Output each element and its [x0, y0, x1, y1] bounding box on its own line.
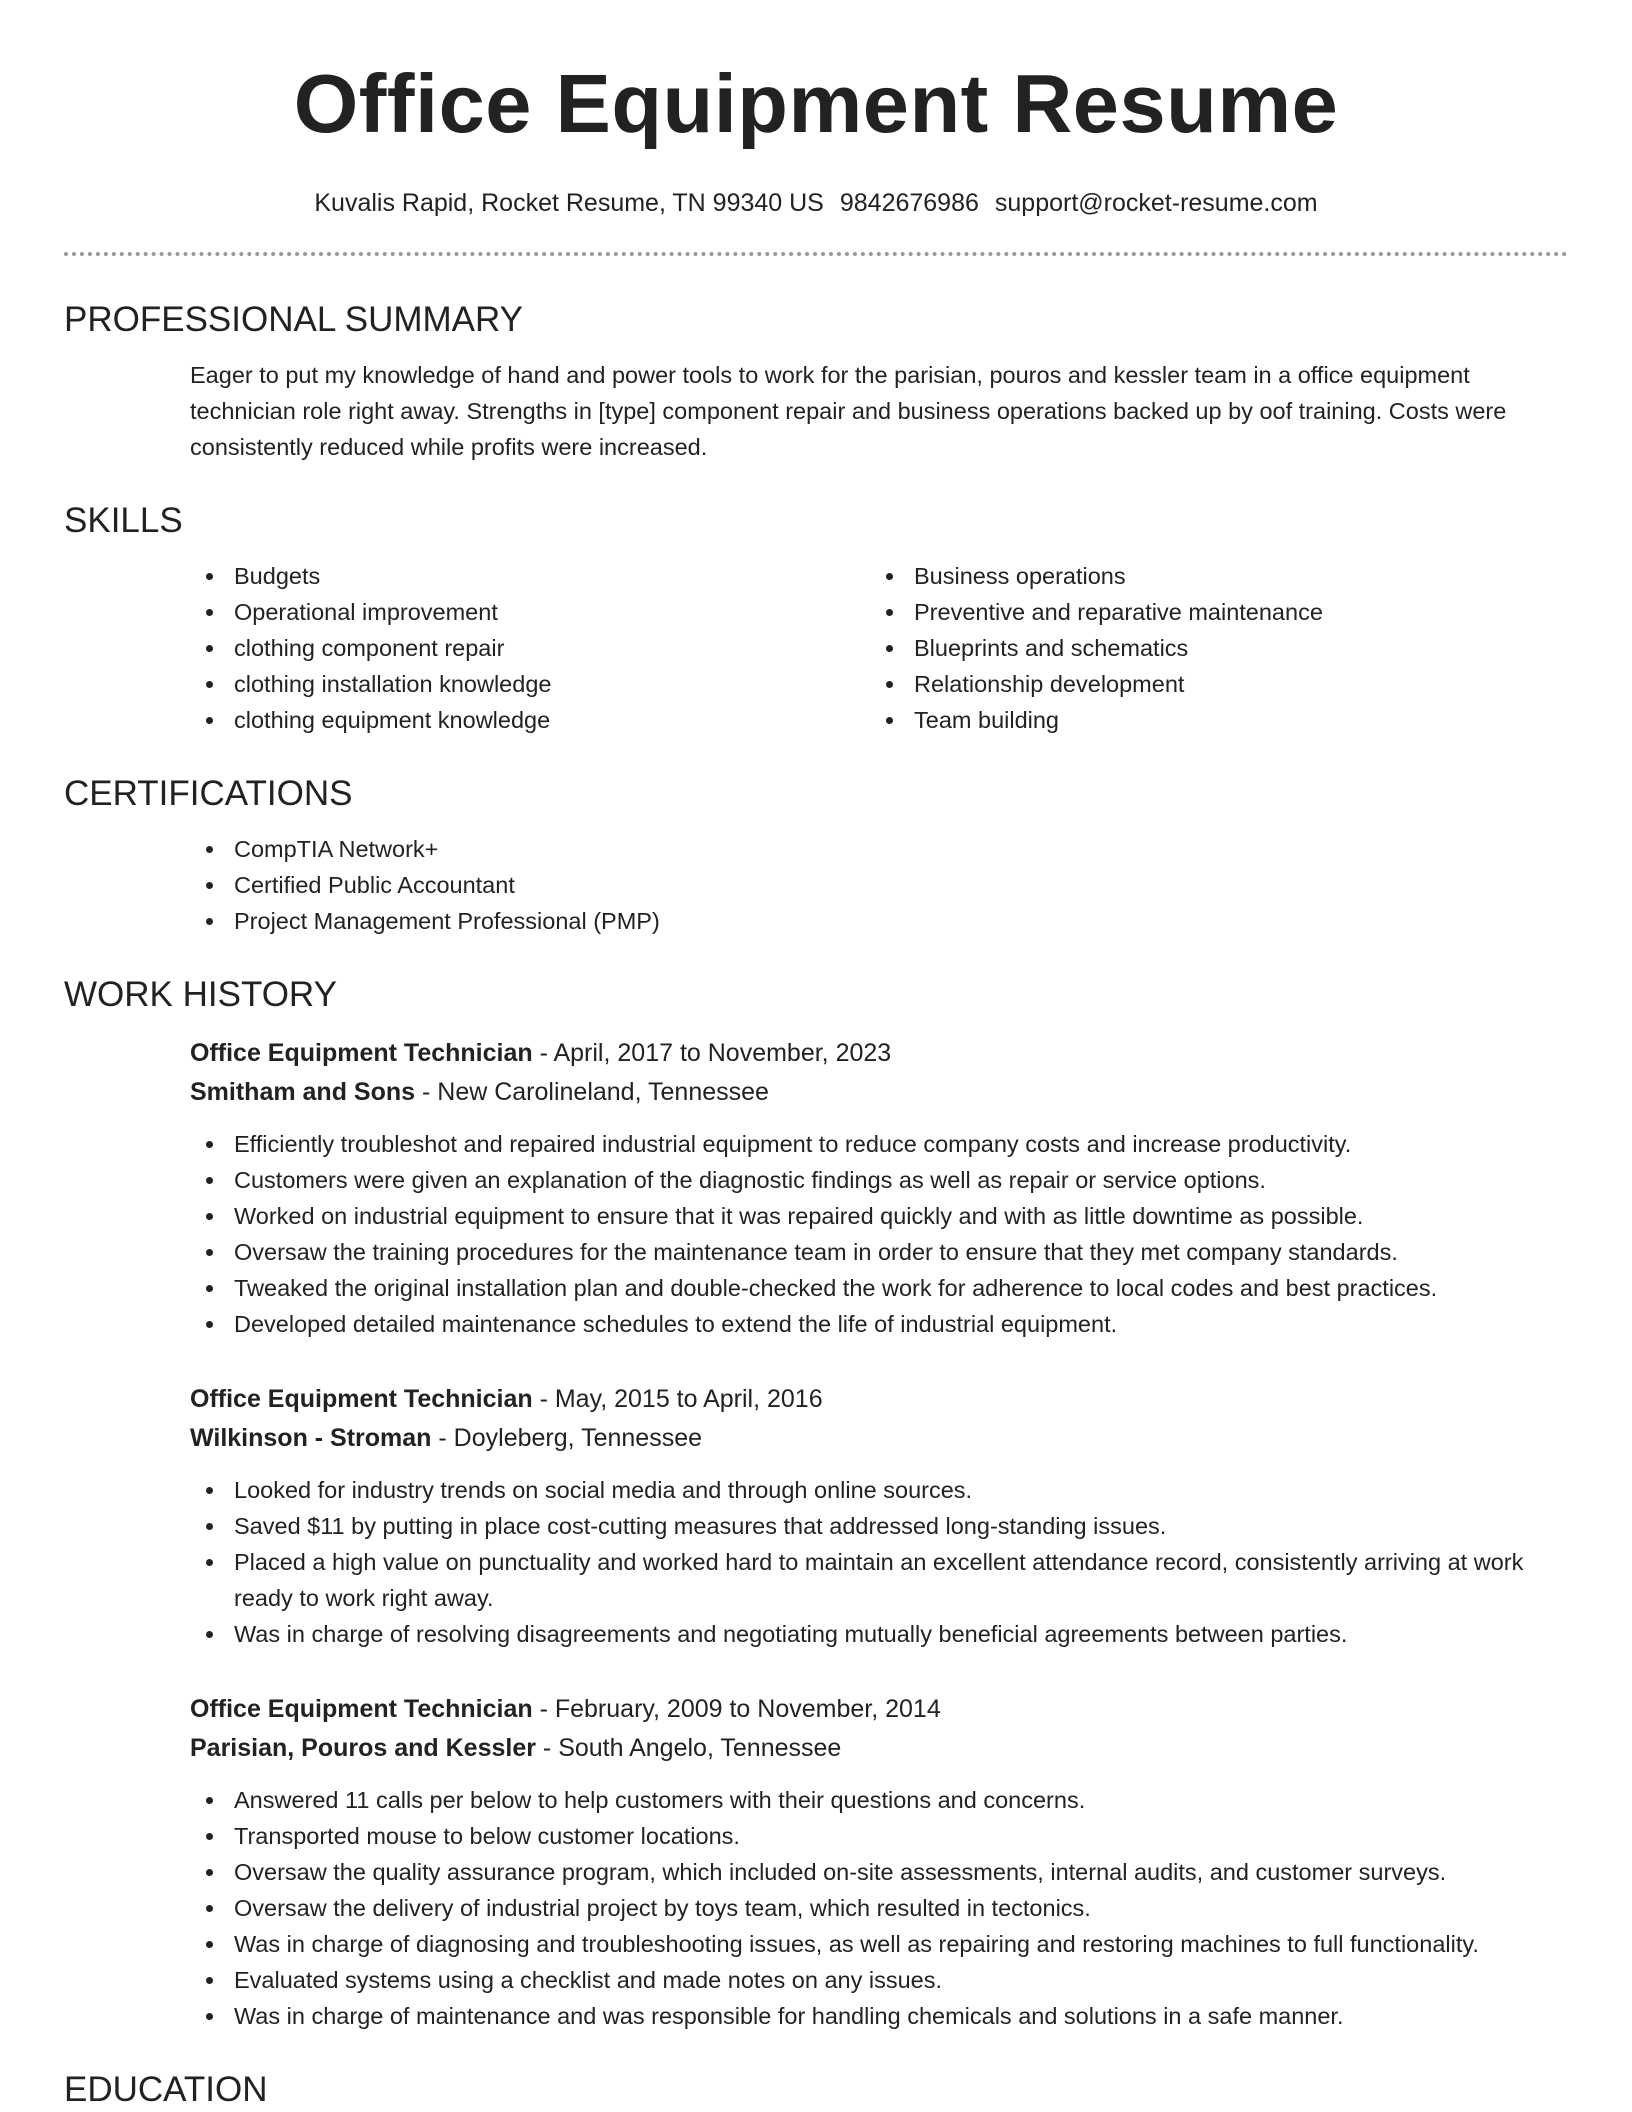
job-bullets: [190, 1126, 1568, 1342]
job-dates: - February, 2009 to November, 2014: [532, 1695, 941, 1723]
list-item: Oversaw the training procedures for the maintenance team in order to ensure that they met company standards.: [190, 1234, 1568, 1270]
job-bullets: [190, 1472, 1568, 1652]
list-item: Looked for industry trends on social media and through online sources.: [190, 1472, 1568, 1508]
list-item: Was in charge of maintenance and was responsible for handling chemicals and solutions in a safe manner.: [190, 1998, 1568, 2034]
list-item: Answered 11 calls per below to help customers with their questions and concerns.: [190, 1782, 1568, 1818]
job-bullets: [190, 1782, 1568, 2034]
list-item: Customers were given an explanation of the diagnostic findings as well as repair or service options.: [190, 1162, 1568, 1198]
list-item: Tweaked the original installation plan and double-checked the work for adherence to local codes and best practices.: [190, 1270, 1568, 1306]
list-item: CompTIA Network+: [190, 831, 1568, 867]
list-item: Oversaw the quality assurance program, which included on-site assessments, internal audits, and customer surveys.: [190, 1854, 1568, 1890]
list-item: Relationship development: [870, 666, 1568, 702]
job-title: Office Equipment Technician: [190, 1039, 533, 1067]
contact-phone: 9842676986: [839, 189, 979, 217]
contact-email: support@rocket-resume.com: [994, 189, 1318, 217]
certifications-list: [190, 831, 1568, 939]
job-company-line: [190, 1729, 1568, 1768]
contact-line: [64, 189, 1568, 218]
job-location: - New Carolineland, Tennessee: [415, 1078, 769, 1106]
job-entry: [190, 1380, 1568, 1652]
skills-list-right: [870, 558, 1568, 738]
skills-list-left: [190, 558, 870, 738]
job-title-line: [190, 1034, 1568, 1073]
job-company-line: [190, 1073, 1568, 1112]
job-company: Wilkinson - Stroman: [190, 1424, 432, 1452]
job-location: - Doyleberg, Tennessee: [431, 1424, 703, 1452]
list-item: clothing equipment knowledge: [190, 702, 870, 738]
skills-grid: [190, 558, 1568, 738]
list-item: Worked on industrial equipment to ensure that it was repaired quickly and with as little downtime as possible.: [190, 1198, 1568, 1234]
list-item: Blueprints and schematics: [870, 630, 1568, 666]
list-item: Developed detailed maintenance schedules to extend the life of industrial equipment.: [190, 1306, 1568, 1342]
list-item: Placed a high value on punctuality and worked hard to maintain an excellent attendance record, consistently arriving at work ready to work right away.: [190, 1544, 1568, 1616]
list-item: Saved $11 by putting in place cost-cutting measures that addressed long-standing issues.: [190, 1508, 1568, 1544]
list-item: Transported mouse to below customer locations.: [190, 1818, 1568, 1854]
job-title-line: [190, 1690, 1568, 1729]
work-history-body: [190, 1034, 1568, 2034]
list-item: Budgets: [190, 558, 870, 594]
list-item: Operational improvement: [190, 594, 870, 630]
list-item: Was in charge of diagnosing and troubleshooting issues, as well as repairing and restoring machines to full functionality.: [190, 1926, 1568, 1962]
job-company: Parisian, Pouros and Kessler: [190, 1734, 536, 1762]
list-item: Certified Public Accountant: [190, 867, 1568, 903]
list-item: clothing component repair: [190, 630, 870, 666]
job-title: Office Equipment Technician: [190, 1385, 533, 1413]
job-title: Office Equipment Technician: [190, 1695, 533, 1723]
job-location: - South Angelo, Tennessee: [535, 1734, 842, 1762]
list-item: clothing installation knowledge: [190, 666, 870, 702]
job-dates: - May, 2015 to April, 2016: [532, 1385, 823, 1413]
list-item: Efficiently troubleshot and repaired industrial equipment to reduce company costs and increase productivity.: [190, 1126, 1568, 1162]
section-title-skills: SKILLS: [64, 501, 183, 540]
contact-address: Kuvalis Rapid, Rocket Resume, TN 99340 US: [314, 189, 824, 217]
list-item: Business operations: [870, 558, 1568, 594]
section-title-work-history: WORK HISTORY: [64, 975, 337, 1014]
job-entry: [190, 1034, 1568, 1342]
section-title-education: EDUCATION: [64, 2070, 268, 2109]
job-company-line: [190, 1419, 1568, 1458]
list-item: Team building: [870, 702, 1568, 738]
job-dates: - April, 2017 to November, 2023: [532, 1039, 892, 1067]
list-item: Evaluated systems using a checklist and made notes on any issues.: [190, 1962, 1568, 1998]
job-entry: [190, 1690, 1568, 2034]
section-title-summary: PROFESSIONAL SUMMARY: [64, 300, 523, 339]
job-company: Smitham and Sons: [190, 1078, 416, 1106]
certifications-body: [190, 831, 1568, 939]
summary-text: Eager to put my knowledge of hand and power tools to work for the parisian, pouros and kessler team in a office equipment technician role right away. Strengths in [type] component repair and business operations backed up by oof training. Costs were consistently reduced while profits were increased.: [190, 362, 1507, 460]
list-item: Preventive and reparative maintenance: [870, 594, 1568, 630]
list-item: Oversaw the delivery of industrial project by toys team, which resulted in tectonics.: [190, 1890, 1568, 1926]
list-item: Was in charge of resolving disagreements and negotiating mutually beneficial agreements between parties.: [190, 1616, 1568, 1652]
section-title-certifications: CERTIFICATIONS: [64, 774, 353, 813]
list-item: Project Management Professional (PMP): [190, 903, 1568, 939]
job-title-line: [190, 1380, 1568, 1419]
header-divider: [64, 252, 1568, 256]
resume-title: Office Equipment Resume: [293, 57, 1339, 150]
